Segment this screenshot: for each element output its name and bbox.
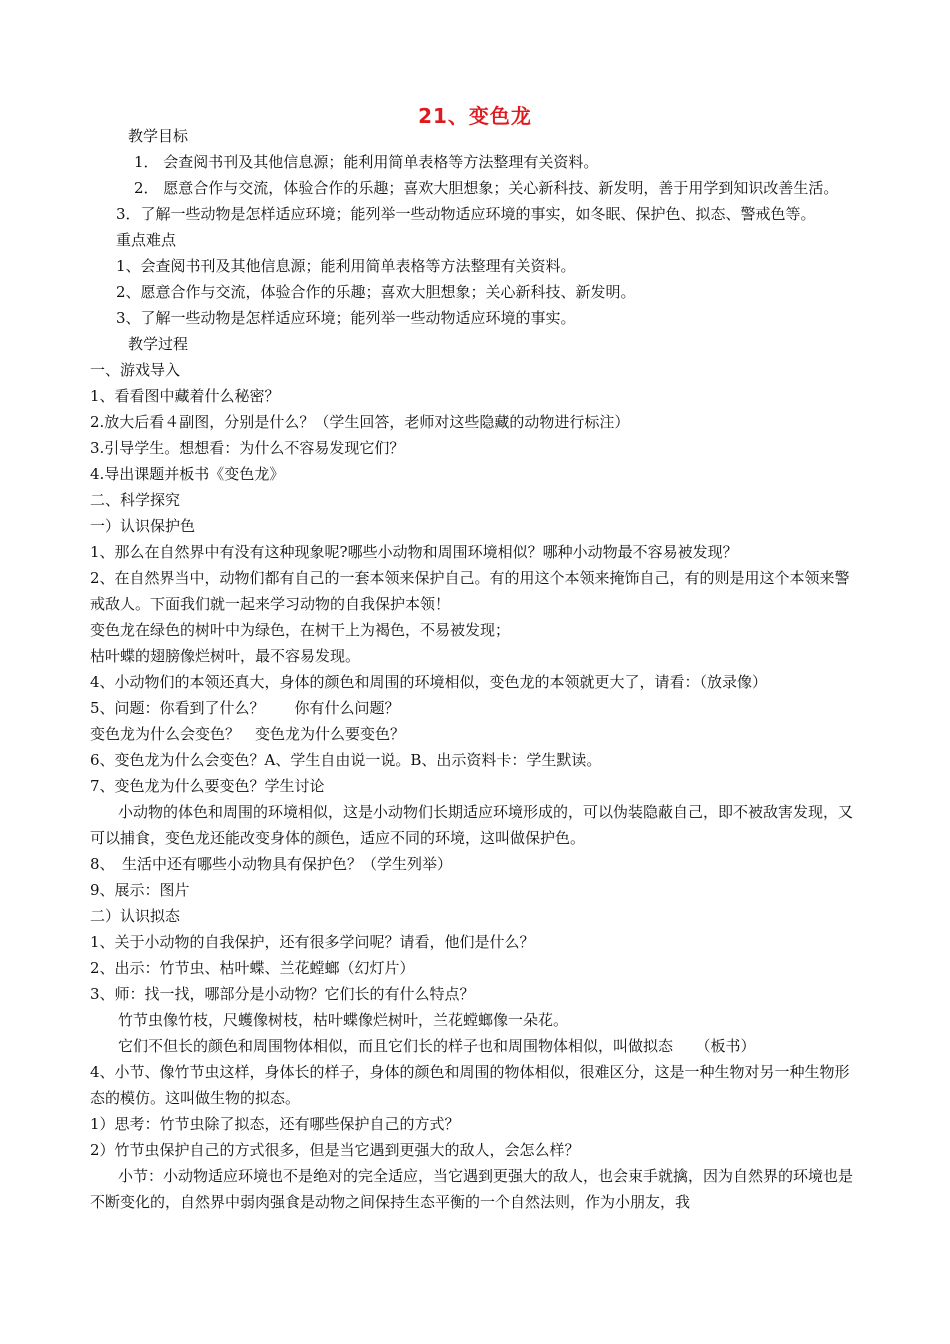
paragraph: 1、关于小动物的自我保护，还有很多学问呢？请看，他们是什么？: [90, 933, 535, 951]
paragraph: 1、看看图中藏着什么秘密？: [90, 387, 280, 405]
paragraph: 2、愿意合作与交流，体验合作的乐趣；喜欢大胆想象；关心新科技、新发明。: [116, 283, 636, 301]
paragraph: 3.引导学生。想想看：为什么不容易发现它们？: [90, 439, 405, 457]
paragraph: 它们不但长的颜色和周围物体相似，而且它们长的样子也和周围物体相似，叫做拟态 （板书）: [118, 1037, 756, 1055]
document-title: 21、变色龙: [418, 104, 532, 128]
paragraph: 教学目标: [128, 127, 189, 145]
paragraph: 3、了解一些动物是怎样适应环境；能列举一些动物适应环境的事实。: [116, 309, 576, 327]
paragraph: 2）竹节虫保护自己的方式很多，但是当它遇到更强大的敌人，会怎么样？: [90, 1141, 580, 1159]
paragraph: 1）思考：竹节虫除了拟态，还有哪些保护自己的方式？: [90, 1115, 460, 1133]
paragraph: 竹节虫像竹枝，尺蠖像树枝，枯叶蝶像烂树叶，兰花螳螂像一朵花。: [118, 1011, 569, 1029]
paragraph: 4、小动物们的本领还真大，身体的颜色和周围的环境相似，变色龙的本领就更大了，请看：（放录像）: [90, 673, 768, 691]
paragraph: 2． 愿意合作与交流，体验合作的乐趣；喜欢大胆想象；关心新科技、新发明，善于用学到知识改善生活。: [134, 179, 839, 197]
paragraph: 一、游戏导入: [90, 361, 181, 379]
document-body: [90, 123, 860, 1215]
paragraph: 1、那么在自然界中有没有这种现象呢?哪些小动物和周围环境相似？哪种小动物最不容易被发现？: [90, 543, 738, 561]
paragraph: 3、师：找一找，哪部分是小动物？它们长的有什么特点？: [90, 985, 475, 1003]
paragraph: 4、小节、像竹节虫这样，身体长的样子，身体的颜色和周围的物体相似，很难区分，这是一种生物对另一种生物形态的模仿。这叫做生物的拟态。: [90, 1063, 850, 1107]
paragraph: 3．了解一些动物是怎样适应环境；能列举一些动物适应环境的事实，如冬眠、保护色、拟态、警戒色等。: [116, 205, 816, 223]
paragraph: 1． 会查阅书刊及其他信息源；能利用简单表格等方法整理有关资料。: [134, 153, 599, 171]
paragraph: 2、在自然界当中，动物们都有自己的一套本领来保护自己。有的用这个本领来掩饰自己，有的则是用这个本领来警戒敌人。下面我们就一起来学习动物的自我保护本领！: [90, 569, 850, 613]
paragraph: 小动物的体色和周围的环境相似，这是小动物们长期适应环境形成的，可以伪装隐蔽自己，即不被敌害发现，又可以捕食，变色龙还能改变身体的颜色，适应不同的环境，这叫做保护色。: [90, 803, 854, 847]
paragraph: 8、 生活中还有哪些小动物具有保护色？（学生列举）: [90, 855, 453, 873]
paragraph: 6、变色龙为什么会变色？A、学生自由说一说。B、出示资料卡：学生默读。: [90, 751, 602, 769]
paragraph: 二、科学探究: [90, 491, 181, 509]
paragraph: 变色龙为什么会变色？ 变色龙为什么要变色？: [90, 725, 406, 743]
paragraph: 二）认识拟态: [90, 907, 181, 925]
paragraph: 一）认识保护色: [90, 517, 196, 535]
paragraph: 4.导出课题并板书《变色龙》: [90, 465, 285, 483]
paragraph: 小节：小动物适应环境也不是绝对的完全适应，当它遇到更强大的敌人，也会束手就擒，因为自然界的环境也是不断变化的，自然界中弱肉强食是动物之间保持生态平衡的一个自然法则，作为小朋友，我: [90, 1167, 854, 1211]
paragraph: 5、问题：你看到了什么？ 你有什么问题？: [90, 699, 400, 717]
paragraph: 1、会查阅书刊及其他信息源；能利用简单表格等方法整理有关资料。: [116, 257, 576, 275]
paragraph: 变色龙在绿色的树叶中为绿色，在树干上为褐色，不易被发现；: [90, 621, 511, 639]
paragraph: 7、变色龙为什么要变色？学生讨论: [90, 777, 325, 795]
paragraph: 重点难点: [116, 231, 177, 249]
paragraph: 2、出示：竹节虫、枯叶蝶、兰花螳螂（幻灯片）: [90, 959, 415, 977]
paragraph: 9、展示：图片: [90, 881, 190, 899]
paragraph: 2.放大后看４副图，分别是什么？（学生回答，老师对这些隐藏的动物进行标注）: [90, 413, 630, 431]
paragraph: 教学过程: [128, 335, 189, 353]
paragraph: 枯叶蝶的翅膀像烂树叶，最不容易发现。: [90, 647, 361, 665]
